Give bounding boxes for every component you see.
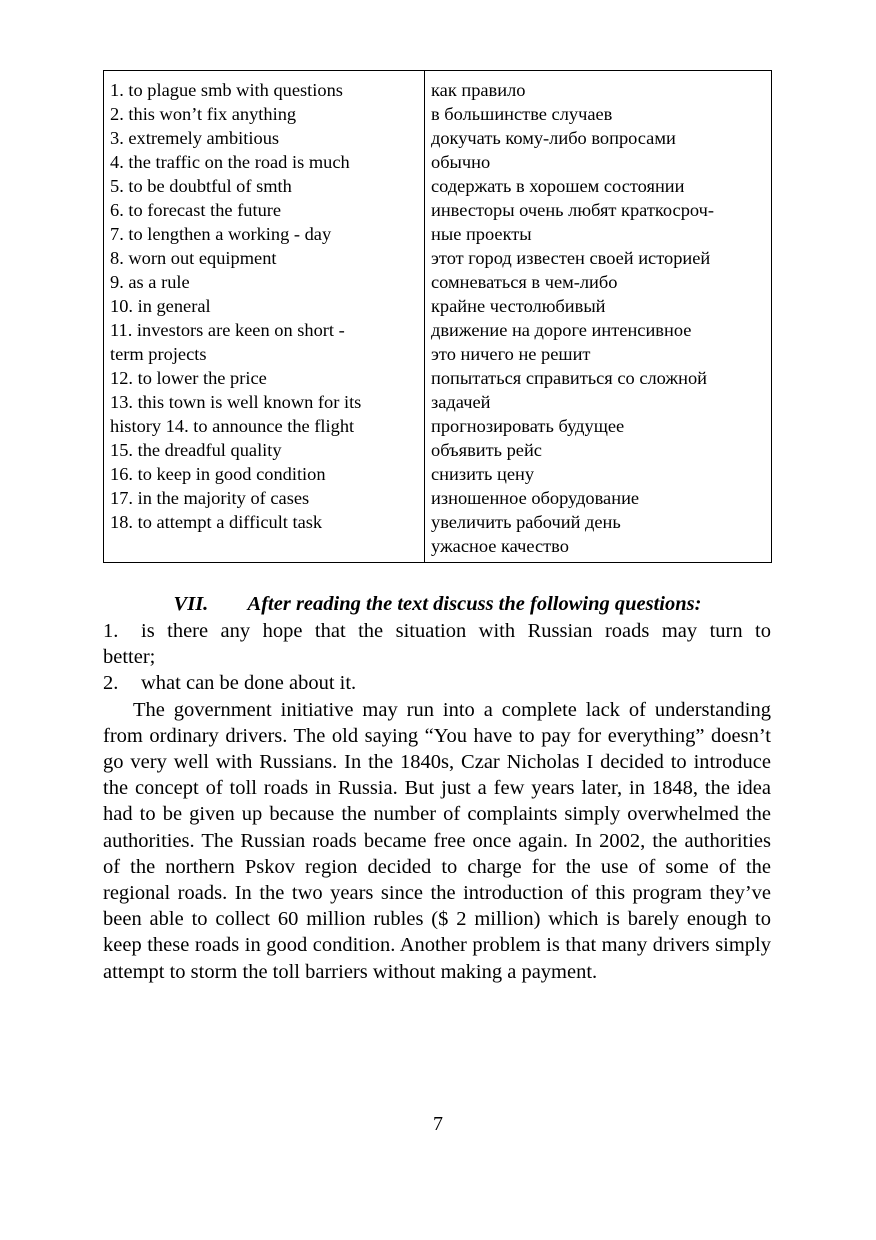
russian-line: попытаться справиться со сложной bbox=[431, 368, 707, 388]
english-column bbox=[104, 71, 425, 563]
english-line: 16. to keep in good condition bbox=[110, 464, 326, 484]
section-heading bbox=[103, 591, 772, 617]
russian-line: докучать кому-либо вопросами bbox=[431, 128, 676, 148]
russian-line: это ничего не решит bbox=[431, 344, 591, 364]
main-paragraph: The government initiative may run into a complete lack of understanding from ordinary drivers. The old saying “You have to pay for everything” doesn’t go very well with Russians. In the 1840s, Czar Nicholas I decided to introduce the concept of toll roads in Russia. But just a few years later, in 1848, the idea had to be given up because the number of complaints simply overwhelmed the authorities. The Russian roads became free once again. In 2002, the authorities of the northern Pskov region decided to charge for the use of some of the regional roads. In the two years since the introduction of this program they’ve been able to collect 60 million rubles ($ 2 million) which is barely enough to keep these roads in good condition. Another problem is that many drivers simply attempt to storm the toll barriers without making a payment. bbox=[103, 698, 771, 983]
russian-line: обычно bbox=[431, 152, 491, 172]
russian-line: изношенное оборудование bbox=[431, 488, 640, 508]
russian-line: как правило bbox=[431, 80, 526, 100]
english-line: 18. to attempt a difficult task bbox=[110, 512, 323, 532]
russian-line: движение на дороге интенсивное bbox=[431, 320, 692, 340]
question-item bbox=[103, 618, 771, 670]
english-line: 3. extremely ambitious bbox=[110, 128, 280, 148]
section-number: VII. bbox=[173, 593, 209, 615]
question-text-continuation: better; bbox=[103, 646, 156, 669]
russian-line: увеличить рабочий день bbox=[431, 512, 621, 532]
question-item bbox=[103, 670, 771, 696]
english-line: 13. this town is well known for its bbox=[110, 392, 362, 412]
russian-line: сомневаться в чем-либо bbox=[431, 272, 618, 292]
russian-line: ужасное качество bbox=[431, 536, 569, 556]
russian-line: задачей bbox=[431, 392, 491, 412]
english-line: 17. in the majority of cases bbox=[110, 488, 310, 508]
english-line: 6. to forecast the future bbox=[110, 200, 282, 220]
body-text bbox=[103, 618, 771, 985]
russian-line: содержать в хорошем состоянии bbox=[431, 176, 685, 196]
question-text: what can be done about it. bbox=[141, 672, 357, 695]
english-line: 15. the dreadful quality bbox=[110, 440, 282, 460]
english-line: 5. to be doubtful of smth bbox=[110, 176, 292, 196]
section-title: After reading the text discuss the following questions: bbox=[247, 593, 702, 615]
english-line: 9. as a rule bbox=[110, 272, 190, 292]
question-number: 1. bbox=[103, 620, 119, 642]
russian-line: в большинстве случаев bbox=[431, 104, 613, 124]
english-line: history 14. to announce the flight bbox=[110, 416, 355, 436]
russian-line: снизить цену bbox=[431, 464, 535, 484]
english-line: 10. in general bbox=[110, 296, 211, 316]
question-text: is there any hope that the situation with Russian roads may turn to bbox=[141, 620, 771, 642]
russian-line: этот город известен своей историей bbox=[431, 248, 711, 268]
vocabulary-table bbox=[103, 70, 772, 563]
russian-column bbox=[425, 71, 772, 563]
english-line: 4. the traffic on the road is much bbox=[110, 152, 350, 172]
english-line: 8. worn out equipment bbox=[110, 248, 277, 268]
english-line: 12. to lower the price bbox=[110, 368, 267, 388]
english-line: 1. to plague smb with questions bbox=[110, 80, 343, 100]
english-line: term projects bbox=[110, 344, 207, 364]
russian-line: объявить рейс bbox=[431, 440, 542, 460]
russian-line: прогнозировать будущее bbox=[431, 416, 625, 436]
english-line: 11. investors are keen on short - bbox=[110, 320, 345, 340]
russian-line: крайне честолюбивый bbox=[431, 296, 606, 316]
page-number: 7 bbox=[433, 1113, 443, 1135]
table-row bbox=[104, 71, 772, 563]
question-number: 2. bbox=[103, 672, 119, 695]
english-line: 2. this won’t fix anything bbox=[110, 104, 297, 124]
russian-line: ные проекты bbox=[431, 224, 532, 244]
english-line: 7. to lengthen a working - day bbox=[110, 224, 332, 244]
russian-line: инвесторы очень любят краткосроч- bbox=[431, 200, 715, 220]
